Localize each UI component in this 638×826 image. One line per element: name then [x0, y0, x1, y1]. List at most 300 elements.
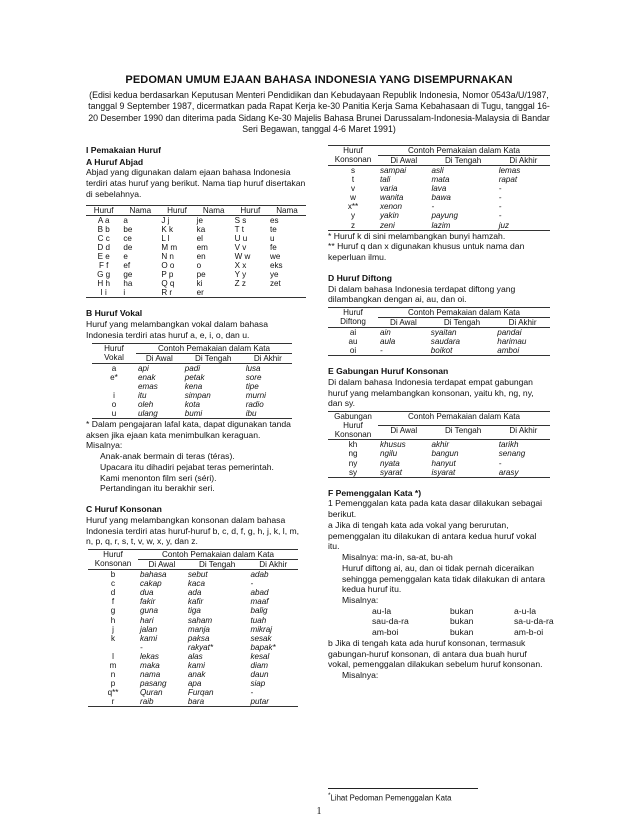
table-cell: maka	[140, 660, 160, 670]
table-cell: zet	[269, 279, 281, 289]
table-cell: bara	[187, 697, 205, 707]
page-number: 1	[316, 806, 322, 817]
table-header: Di Awal	[136, 353, 183, 363]
table-cell: cakap	[140, 579, 162, 589]
table-cell: C c	[97, 233, 110, 243]
table-row	[86, 270, 306, 279]
table-header: Nama	[195, 205, 233, 215]
table-row	[92, 363, 292, 373]
table-cell: v	[350, 184, 356, 194]
table-cell: ain	[380, 328, 391, 338]
table-cell: rapat	[498, 175, 518, 185]
table-cell: ny	[348, 458, 358, 468]
table-cell: -	[140, 642, 143, 652]
table-row	[88, 579, 298, 588]
table-cell: kota	[184, 399, 200, 409]
table-cell: pandai	[497, 328, 522, 338]
table-header: Di Awal	[378, 156, 429, 166]
table-cell: anak	[187, 669, 206, 679]
table-cell: kaca	[187, 579, 205, 589]
table-cell: pe	[196, 270, 206, 280]
table-row	[86, 252, 306, 261]
table-header: Huruf Konsonan	[328, 146, 378, 166]
table-cell: j	[112, 624, 114, 634]
table-cell: k	[110, 633, 116, 643]
table-header: Di Awal	[378, 426, 429, 440]
table-cell: Y y	[234, 270, 247, 280]
table-cell: amboi	[497, 346, 520, 356]
table-header: Huruf Diftong	[328, 307, 378, 327]
table-cell: bumi	[184, 408, 203, 418]
table-cell: khusus	[380, 440, 406, 450]
table-cell: lazim	[431, 220, 451, 230]
table-cell: B b	[97, 224, 110, 234]
table-cell: lusa	[245, 363, 261, 373]
table-cell: zeni	[380, 220, 395, 230]
table-cell: w	[350, 193, 356, 203]
table-cell: E e	[97, 251, 110, 261]
alphabet-table	[86, 205, 306, 299]
table-row	[92, 391, 292, 400]
table-row	[88, 625, 298, 634]
table-cell: petak	[184, 372, 205, 382]
table-cell: f	[111, 597, 115, 607]
table-cell: ng	[348, 449, 358, 459]
table-row	[88, 697, 298, 707]
table-header: Huruf	[159, 205, 194, 215]
table-cell	[88, 643, 138, 652]
table-row	[92, 409, 292, 419]
table-row	[86, 215, 306, 225]
table-cell: a	[111, 363, 117, 373]
consonant-table-continued	[328, 145, 550, 231]
table-cell: boikot	[430, 346, 453, 356]
table-cell: Furqan	[187, 688, 214, 698]
table-cell: H h	[97, 279, 110, 289]
table-cell: ibu	[245, 408, 257, 418]
table-cell: -	[250, 579, 254, 589]
table-header: Di Awal	[138, 560, 186, 570]
syllable-example-row	[328, 616, 554, 627]
table-cell: au	[348, 337, 358, 347]
right-column	[328, 145, 554, 681]
table-row	[328, 211, 550, 220]
table-cell: x**	[347, 202, 359, 212]
table-cell: c	[110, 579, 116, 589]
subsection-heading: D Huruf Diftong	[328, 272, 392, 283]
table-row	[86, 279, 306, 288]
table-cell: n	[110, 669, 116, 679]
table-row	[328, 193, 550, 202]
table-cell: ce	[123, 233, 132, 243]
example-label: Misalnya:	[342, 670, 379, 681]
paragraph: Di dalam bahasa Indonesia terdapat empat gabungan huruf yang melambangkan konsonan, yaitu kh, ng, ny, dan sy.	[328, 377, 534, 409]
table-cell: e	[123, 251, 128, 261]
table-cell: m	[109, 660, 117, 670]
consonant-cluster-table	[328, 411, 550, 477]
table-cell: be	[123, 224, 133, 234]
table-cell: b	[110, 570, 116, 580]
table-row	[88, 652, 298, 661]
table-cell: e*	[110, 372, 118, 382]
table-cell: -	[498, 193, 502, 203]
table-cell: y	[350, 211, 356, 221]
table-cell: -	[431, 202, 435, 212]
table-cell: payung	[431, 211, 459, 221]
table-cell: hanyut	[431, 458, 456, 468]
table-cell: kafir	[187, 597, 204, 607]
table-header: Nama	[121, 205, 159, 215]
table-row	[88, 679, 298, 688]
subsection-heading: B Huruf Vokal	[86, 308, 143, 319]
table-cell: ngilu	[380, 449, 398, 459]
table-row	[92, 373, 292, 382]
table-cell: paksa	[187, 633, 210, 643]
table-cell: emas	[138, 381, 158, 391]
vowel-table	[92, 343, 292, 420]
table-row	[328, 328, 550, 338]
syllable-example: bukan	[450, 616, 474, 627]
table-header: Contoh Pemakaian dalam Kata	[378, 146, 550, 156]
table-cell: z	[350, 220, 356, 230]
table-cell: lava	[431, 184, 447, 194]
table-cell: -	[250, 688, 254, 698]
table-cell: bahasa	[140, 570, 167, 580]
table-cell: diam	[250, 660, 268, 670]
syllable-example: sau-da-ra	[372, 616, 409, 627]
paragraph: Huruf yang melambangkan konsonan dalam bahasa Indonesia terdiri atas huruf-huruf b, c, d, f, g, h, j, k, l, m, n, p, q, r, s, t, v, w, x, y, dan z.	[86, 514, 300, 547]
table-cell: juz	[498, 220, 510, 230]
table-cell: tuah	[250, 615, 267, 625]
table-cell: abad	[250, 588, 269, 598]
paragraph: 1 Pemenggalan kata pada kata dasar dilakukan sebagai berikut.	[328, 498, 543, 520]
table-cell: maaf	[250, 597, 269, 607]
table-cell: kesal	[250, 651, 270, 661]
table-cell: mikraj	[250, 624, 273, 634]
table-header: Di Awal	[378, 318, 429, 328]
table-cell: a	[123, 215, 128, 225]
table-header: Huruf Konsonan	[88, 550, 138, 570]
table-cell: syarat	[380, 467, 403, 477]
table-cell: -	[498, 211, 502, 221]
table-cell: bawa	[431, 193, 451, 203]
section-heading: I Pemakaian Huruf	[86, 145, 161, 155]
table-cell: -	[498, 184, 502, 194]
table-cell: U u	[234, 233, 248, 243]
table-note: * Huruf k di sini melambangkan bunyi hamzah.	[328, 230, 506, 241]
table-row	[88, 606, 298, 615]
table-cell: V v	[234, 242, 247, 252]
table-cell: en	[196, 251, 206, 261]
table-cell: senang	[498, 449, 526, 459]
table-row	[88, 634, 298, 643]
table-cell	[92, 382, 136, 391]
table-cell: L l	[161, 233, 170, 243]
table-header: Di Tengah	[429, 426, 496, 440]
table-cell: kami	[187, 660, 205, 670]
table-cell: D d	[97, 242, 110, 252]
table-cell: S s	[234, 215, 247, 225]
table-cell: ef	[123, 261, 131, 271]
table-cell: ulang	[138, 408, 158, 418]
table-cell: q**	[107, 688, 119, 698]
table-row	[328, 459, 550, 468]
table-row	[88, 616, 298, 625]
table-cell: tali	[380, 175, 391, 185]
table-cell: -	[498, 202, 502, 212]
table-cell: F f	[98, 261, 109, 271]
example-sentence: Kami menonton film seri (séri).	[100, 472, 217, 483]
table-cell: alas	[187, 651, 203, 661]
footnote-text: Lihat Pedoman Pemenggalan Kata	[330, 793, 452, 803]
table-cell: pasang	[140, 678, 167, 688]
table-cell: sampai	[380, 166, 407, 176]
table-cell: padi	[184, 363, 200, 373]
table-cell: xenon	[380, 202, 403, 212]
table-cell: putar	[250, 697, 269, 707]
table-cell: manja	[187, 624, 210, 634]
document-subtitle: (Edisi kedua berdasarkan Keputusan Menteri Pendidikan dan Kebudayaan Republik Indonesia, Nomor 0543a/U/1987, tanggal 9 September 1987, dicermatkan pada Rapat Kerja ke-30 Panitia Kerja Sama Kebahasaan di Tugu, tanggal 16-20 Desember 1990 dan diterima pada Sidang Ke-30 Majelis Bahasa Brunei Darussalam-Indonesia-Malaysia di Bandar Seri Begawan, tanggal 4-6 Maret 1991)	[88, 90, 550, 134]
paragraph: Huruf yang melambangkan vokal dalam bahasa Indonesia terdiri atas huruf a, e, i, o, dan u.	[86, 319, 269, 340]
table-header: Contoh Pemakaian dalam Kata	[378, 307, 550, 317]
example-sentence: Pertandingan itu berakhir seri.	[100, 483, 215, 494]
table-cell: isyarat	[431, 467, 456, 477]
example-sentence: Upacara itu dihadiri pejabat teras pemerintah.	[100, 461, 274, 472]
table-row	[86, 261, 306, 270]
table-row	[328, 449, 550, 458]
table-cell: oi	[349, 346, 357, 356]
table-cell: -	[498, 458, 502, 468]
table-cell: apa	[187, 678, 202, 688]
table-header: Contoh Pemakaian dalam Kata	[136, 343, 292, 353]
table-cell: adab	[250, 570, 269, 580]
table-cell: es	[269, 215, 279, 225]
table-cell: kami	[140, 633, 158, 643]
table-cell: i	[113, 390, 115, 400]
table-header: Huruf	[233, 205, 268, 215]
table-cell: api	[138, 363, 149, 373]
table-cell: ka	[196, 224, 206, 234]
example-label: Misalnya:	[86, 440, 123, 451]
table-cell: bapak*	[250, 642, 276, 652]
table-cell: daun	[250, 669, 269, 679]
subsection-heading: E Gabungan Huruf Konsonan	[328, 366, 449, 377]
table-cell: sore	[245, 372, 262, 382]
table-cell: syaitan	[430, 328, 457, 338]
table-cell: nyata	[380, 458, 400, 468]
table-row	[328, 175, 550, 184]
table-cell: bangun	[431, 449, 459, 459]
table-row	[88, 588, 298, 597]
table-header: Huruf Vokal	[92, 343, 136, 363]
table-cell: enak	[138, 372, 156, 382]
table-note: * Dalam pengajaran lafal kata, dapat digunakan tanda aksen jika ejaan kata menimbulkan keraguan.	[86, 419, 291, 440]
syllable-example: bukan	[450, 605, 474, 616]
table-header: Huruf	[86, 205, 121, 215]
table-cell: r	[111, 697, 115, 707]
table-cell: W w	[234, 251, 251, 261]
table-cell: varia	[380, 184, 398, 194]
subsection-heading: C Huruf Konsonan	[86, 504, 162, 515]
table-cell: oleh	[138, 399, 154, 409]
table-row	[86, 288, 306, 298]
table-cell: d	[110, 588, 116, 598]
table-cell: R r	[161, 288, 173, 298]
syllable-example-row	[328, 606, 550, 617]
table-header: Di Akhir	[248, 560, 298, 570]
table-header: Di Akhir	[495, 318, 550, 328]
paragraph: b Jika di tengah kata ada huruf konsonan, termasuk gabungan-huruf konsonan, di antara dua buah huruf vokal, pemenggalan dilakukan sebelum huruf konsonan.	[328, 637, 543, 670]
table-header: Di Tengah	[429, 318, 495, 328]
table-row	[86, 225, 306, 234]
footnote: *Lihat Pedoman Pemenggalan Kata	[328, 792, 452, 803]
table-cell: Z z	[234, 279, 246, 289]
table-row	[86, 234, 306, 243]
table-row	[88, 570, 298, 580]
table-cell: Quran	[140, 688, 163, 698]
table-cell: kena	[184, 381, 203, 391]
table-cell: K k	[161, 224, 174, 234]
table-row	[328, 440, 550, 450]
table-note: ** Huruf q dan x digunakan khusus untuk nama dan keperluan ilmu.	[328, 241, 525, 263]
table-cell: siap	[250, 678, 266, 688]
footnote-rule	[328, 788, 478, 789]
table-cell: dua	[140, 588, 154, 598]
table-header: Di Tengah	[183, 353, 244, 363]
table-row	[328, 221, 550, 231]
document-title: PEDOMAN UMUM EJAAN BAHASA INDONESIA YANG DISEMPURNAKAN	[125, 74, 513, 86]
table-cell: o	[196, 261, 202, 271]
subsection-heading: A Huruf Abjad	[86, 156, 144, 167]
table-cell: lekas	[140, 651, 159, 661]
table-cell: guna	[140, 606, 159, 616]
syllable-example: au-la	[372, 605, 392, 616]
table-cell: l	[112, 651, 114, 661]
consonant-table	[88, 549, 298, 707]
table-cell: N n	[161, 251, 174, 261]
table-cell: X x	[234, 261, 247, 271]
table-cell: mata	[431, 175, 450, 185]
table-cell: saham	[187, 615, 213, 625]
table-cell: harimau	[497, 337, 527, 347]
table-cell: fe	[269, 242, 277, 252]
table-row	[328, 184, 550, 193]
syllable-example: am-boi	[372, 627, 399, 638]
table-cell: i	[123, 288, 126, 298]
example-text: Misalnya: ma-in, sa-at, bu-ah	[342, 552, 453, 563]
table-cell: u	[269, 233, 275, 243]
paragraph: Di dalam bahasa Indonesia terdapat diftong yang dilambangkan dengan ai, au, dan oi.	[328, 283, 516, 305]
table-header: Di Akhir	[497, 426, 550, 440]
table-header: Di Tengah	[186, 560, 249, 570]
paragraph: a Jika di tengah kata ada vokal yang berurutan, pemenggalan itu dilakukan di antara kedua huruf vokal itu.	[328, 519, 537, 552]
table-cell: I i	[100, 288, 107, 298]
table-row	[86, 243, 306, 252]
table-cell: M m	[161, 242, 178, 252]
table-header: Di Tengah	[429, 156, 496, 166]
table-cell: eks	[269, 261, 283, 271]
syllable-example: a-u-la	[514, 605, 536, 616]
left-column	[86, 145, 306, 707]
table-cell: u	[111, 408, 117, 418]
table-cell: saudara	[430, 337, 461, 347]
table-row	[88, 643, 298, 652]
syllable-example: bukan	[450, 627, 474, 638]
table-cell: -	[380, 346, 383, 356]
table-cell: te	[269, 224, 277, 234]
table-cell: wanita	[380, 193, 404, 203]
table-cell: ada	[187, 588, 202, 598]
table-cell: radio	[245, 399, 264, 409]
table-row	[92, 382, 292, 391]
table-cell: raib	[140, 697, 154, 707]
table-cell: ge	[123, 270, 133, 280]
table-cell: sesak	[250, 633, 272, 643]
table-cell: tarikh	[498, 440, 519, 450]
table-cell: er	[196, 288, 204, 298]
table-cell: t	[351, 175, 355, 185]
table-row	[328, 337, 550, 346]
table-header: Contoh Pemakaian dalam Kata	[378, 412, 550, 426]
paragraph: Huruf diftong ai, au, dan oi tidak pernah diceraikan sehingga pemenggalan kata tidak dilakukan di antara kedua huruf itu.	[342, 562, 546, 595]
table-cell: simpan	[184, 390, 211, 400]
table-cell: aula	[380, 337, 396, 347]
table-cell: je	[196, 215, 203, 225]
table-header: Gabungan Huruf Konsonan	[328, 412, 378, 440]
table-cell: ha	[123, 279, 133, 289]
table-header: Di Akhir	[497, 156, 550, 166]
syllable-example-row	[328, 627, 550, 638]
table-cell: P p	[161, 270, 174, 280]
table-cell: T t	[234, 224, 244, 234]
table-cell: murni	[245, 390, 266, 400]
table-header: Contoh Pemakaian dalam Kata	[138, 550, 298, 560]
table-cell: fakir	[140, 597, 156, 607]
table-header: Nama	[268, 205, 306, 215]
table-row	[328, 202, 550, 211]
table-cell: yakin	[380, 211, 399, 221]
table-cell: tipe	[245, 381, 259, 391]
table-cell: akhir	[431, 440, 450, 450]
table-cell: nama	[140, 669, 161, 679]
table-cell: G g	[97, 270, 111, 280]
table-cell: s	[350, 166, 356, 176]
table-cell: de	[123, 242, 133, 252]
table-cell	[268, 288, 306, 298]
table-cell: kh	[348, 440, 358, 450]
table-cell: g	[110, 606, 116, 616]
subsection-heading: F Pemenggalan Kata *)	[328, 487, 422, 498]
syllable-example: am-b-oi	[514, 627, 544, 638]
table-cell: itu	[138, 390, 147, 400]
table-cell: A a	[97, 215, 110, 225]
table-cell	[233, 288, 268, 298]
table-cell: sy	[348, 467, 358, 477]
table-cell: ye	[269, 270, 279, 280]
table-cell: tiga	[187, 606, 201, 616]
table-cell: ai	[349, 328, 357, 338]
table-cell: asli	[431, 166, 444, 176]
paragraph: Abjad yang digunakan dalam ejaan bahasa Indonesia terdiri atas huruf yang berikut. Nama tiap huruf disertakan di sebelahnya.	[86, 167, 306, 199]
table-row	[88, 670, 298, 679]
table-cell: h	[110, 615, 116, 625]
table-cell: o	[111, 399, 117, 409]
table-cell: ki	[196, 279, 203, 289]
table-cell: jalan	[140, 624, 158, 634]
diphthong-table	[328, 307, 550, 356]
syllable-example: sa-u-da-ra	[514, 616, 554, 627]
table-cell: O o	[161, 261, 175, 271]
